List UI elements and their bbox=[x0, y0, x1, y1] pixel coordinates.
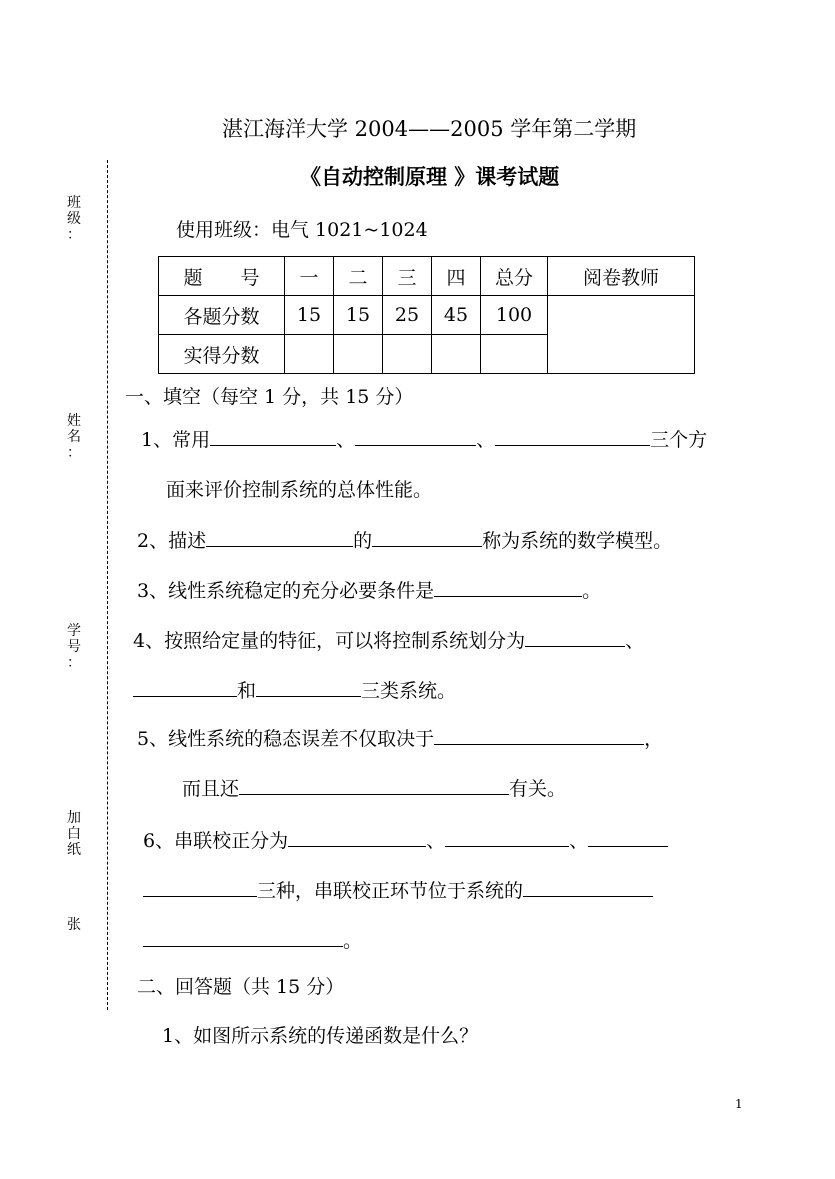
answer-blank[interactable] bbox=[523, 878, 653, 897]
grader-cell[interactable] bbox=[548, 296, 695, 374]
table-row-label: 各题分数 bbox=[159, 296, 285, 335]
table-cell: 15 bbox=[285, 296, 334, 335]
table-cell[interactable] bbox=[285, 335, 334, 374]
table-cell[interactable] bbox=[334, 335, 383, 374]
question-6-end: 。 bbox=[143, 928, 362, 953]
answer-blank[interactable] bbox=[434, 726, 644, 745]
answer-blank[interactable] bbox=[143, 928, 343, 947]
question-6-continued: 三种，串联校正环节位于系统的 bbox=[143, 878, 653, 903]
section2-heading: 二、回答题（共 15 分） bbox=[137, 976, 345, 998]
binding-dashed-line bbox=[107, 160, 108, 1010]
section1-heading: 一、填空（每空 1 分，共 15 分） bbox=[125, 386, 414, 408]
class-margin-label: 班 级 ： bbox=[67, 195, 81, 243]
extra-paper-margin-label: 加 白 纸 bbox=[67, 810, 81, 858]
table-header-cell: 阅卷教师 bbox=[548, 257, 695, 296]
student-id-margin-label: 学 号 ： bbox=[67, 623, 81, 671]
question-3: 3、线性系统稳定的充分必要条件是 。 bbox=[137, 580, 602, 602]
table-cell: 25 bbox=[383, 296, 432, 335]
answer-blank[interactable] bbox=[372, 528, 482, 547]
class-line: 使用班级：电气 1021~1024 bbox=[176, 219, 428, 241]
table-cell[interactable] bbox=[481, 335, 548, 374]
question-1: 1、常用 、 、 三个方 bbox=[141, 429, 708, 451]
answer-blank[interactable] bbox=[288, 828, 426, 847]
table-header-cell: 二 bbox=[334, 257, 383, 296]
answer-blank[interactable] bbox=[588, 828, 668, 847]
answer-blank[interactable] bbox=[210, 427, 336, 446]
page-number: 1 bbox=[735, 1097, 743, 1111]
answer-blank[interactable] bbox=[256, 678, 361, 697]
table-row bbox=[159, 296, 695, 335]
table-header-cell: 一 bbox=[285, 257, 334, 296]
question-6: 6、串联校正分为 、 、 bbox=[143, 828, 668, 853]
table-cell: 45 bbox=[432, 296, 481, 335]
table-header-row bbox=[159, 257, 695, 296]
question-1-continued: 面来评价控制系统的总体性能。 bbox=[166, 479, 433, 501]
answer-blank[interactable] bbox=[495, 427, 650, 446]
table-cell: 100 bbox=[481, 296, 548, 335]
question-4-continued: 和 三类系统。 bbox=[133, 678, 456, 703]
answer-blank[interactable] bbox=[133, 678, 237, 697]
answer-blank[interactable] bbox=[206, 528, 353, 547]
table-header-cell: 题 号 bbox=[159, 257, 285, 296]
answer-blank[interactable] bbox=[143, 878, 257, 897]
exam-title: 湛江海洋大学 2004——2005 学年第二学期 bbox=[222, 117, 637, 141]
question-5: 5、线性系统的稳态误差不仅取决于 ， bbox=[137, 728, 664, 750]
table-cell[interactable] bbox=[383, 335, 432, 374]
answer-blank[interactable] bbox=[525, 628, 625, 647]
table-header-cell: 四 bbox=[432, 257, 481, 296]
answer-blank[interactable] bbox=[239, 776, 509, 795]
answer-blank[interactable] bbox=[434, 578, 582, 597]
sheet-margin-label: 张 bbox=[67, 917, 81, 933]
question-5-continued: 而且还 有关。 bbox=[182, 778, 567, 800]
question-4: 4、按照给定量的特征，可以将控制系统划分为 、 bbox=[133, 630, 645, 652]
table-cell[interactable] bbox=[432, 335, 481, 374]
question-2: 2、描述 的 称为系统的数学模型。 bbox=[137, 530, 673, 552]
table-header-cell: 三 bbox=[383, 257, 432, 296]
section2-question-1: 1、如图所示系统的传递函数是什么？ bbox=[162, 1025, 479, 1047]
score-table bbox=[158, 256, 695, 374]
exam-subtitle: 《自动控制原理 》课考试题 bbox=[300, 164, 560, 189]
answer-blank[interactable] bbox=[355, 427, 476, 446]
answer-blank[interactable] bbox=[445, 828, 569, 847]
table-row-label: 实得分数 bbox=[159, 335, 285, 374]
name-margin-label: 姓 名 ： bbox=[67, 413, 81, 461]
table-cell: 15 bbox=[334, 296, 383, 335]
table-header-cell: 总分 bbox=[481, 257, 548, 296]
